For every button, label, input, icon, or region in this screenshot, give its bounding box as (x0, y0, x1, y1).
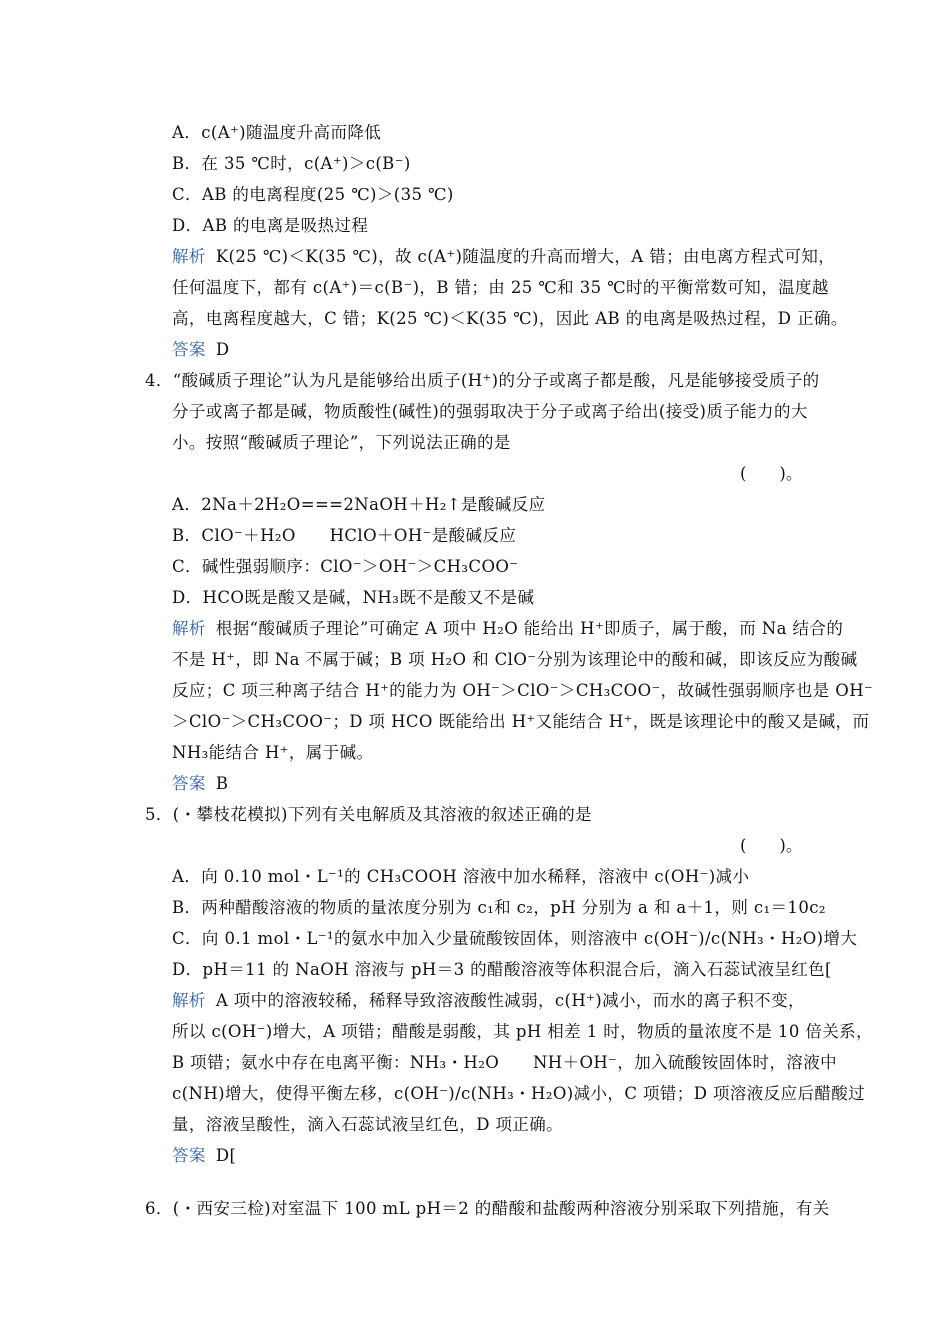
q3-option-d: D．AB 的电离是吸热过程 (172, 216, 369, 235)
q5-stem: 5．(・攀枝花模拟)下列有关电解质及其溶液的叙述正确的是 (145, 805, 593, 824)
q6-stem: 6．(・西安三检)对室温下 100 mL pH＝2 的醋酸和盐酸两种溶液分别采取下列措施，有关 (145, 1199, 830, 1218)
q4-answer: 答案 B (172, 774, 229, 793)
q4-analysis-line-3: 反应；C 项三种离子结合 H⁺的能力为 OH⁻＞ClO⁻＞CH₃COO⁻，故碱性强弱顺序也是 OH⁻ (172, 681, 874, 700)
q3-answer-label: 答案 (172, 340, 206, 359)
q5-analysis-line-4: c(NH)增大，使得平衡左移，c(OH⁻)/c(NH₃・H₂O)减小，C 项错；D 项溶液反应后醋酸过 (172, 1084, 866, 1103)
q4-stem-line-3: 小。按照“酸碱质子理论”，下列说法正确的是 (172, 433, 511, 452)
q5-option-c: C．向 0.1 mol・L⁻¹的氨水中加入少量硫酸铵固体，则溶液中 c(OH⁻)/c(NH₃・H₂O)增大 (172, 929, 858, 948)
q4-option-d: D．HCO既是酸又是碱，NH₃既不是酸又不是碱 (172, 588, 535, 607)
q5-answer-bracket: ( )。 (740, 836, 803, 855)
q4-answer-bracket: ( )。 (740, 464, 803, 483)
q4-stem-line-1: 4．“酸碱质子理论”认为凡是能够给出质子(H⁺)的分子或离子都是酸，凡是能够接受质子的 (145, 371, 820, 390)
q5-analysis-label: 解析 (172, 991, 206, 1010)
q5-analysis-line-1: 解析 A 项中的溶液较稀，稀释导致溶液酸性减弱，c(H⁺)减小，而水的离子积不变， (172, 991, 805, 1010)
q5-option-b: B．两种醋酸溶液的物质的量浓度分别为 c₁和 c₂，pH 分别为 a 和 a＋1，则 c₁＝10c₂ (172, 898, 826, 917)
q3-option-c: C．AB 的电离程度(25 ℃)＞(35 ℃) (172, 185, 454, 204)
q4-option-b: B．ClO⁻＋H₂O HClO＋OH⁻是酸碱反应 (172, 526, 517, 545)
q4-answer-label: 答案 (172, 774, 206, 793)
q5-option-d: D．pH＝11 的 NaOH 溶液与 pH＝3 的醋酸溶液等体积混合后，滴入石蕊试液呈红色[ (172, 960, 832, 979)
q3-analysis-label: 解析 (172, 247, 206, 266)
q4-analysis-label: 解析 (172, 619, 206, 638)
q3-analysis-line-1: 解析 K(25 ℃)＜K(35 ℃)，故 c(A⁺)随温度的升高而增大，A 错；由电离方程式可知， (172, 247, 836, 266)
q3-analysis-line-3: 高，电离程度越大，C 错；K(25 ℃)＜K(35 ℃)，因此 AB 的电离是吸热过程，D 正确。 (172, 309, 848, 328)
q3-option-a: A．c(A⁺)随温度升高而降低 (172, 123, 382, 142)
q4-analysis-line-2: 不是 H⁺，即 Na 不属于碱；B 项 H₂O 和 ClO⁻分别为该理论中的酸和碱，即该反应为酸碱 (172, 650, 858, 669)
q4-stem-line-2: 分子或离子都是碱，物质酸性(碱性)的强弱取决于分子或离子给出(接受)质子能力的大 (172, 402, 808, 421)
q4-analysis-line-5: NH₃能结合 H⁺，属于碱。 (172, 743, 374, 762)
q5-option-a: A．向 0.10 mol・L⁻¹的 CH₃COOH 溶液中加水稀释，溶液中 c(OH⁻)减小 (172, 867, 750, 886)
q4-analysis-line-4: ＞ClO⁻＞CH₃COO⁻；D 项 HCO 既能给出 H⁺又能结合 H⁺，既是该理论中的酸又是碱，而 (172, 712, 870, 731)
q3-analysis-line-2: 任何温度下，都有 c(A⁺)＝c(B⁻)，B 错；由 25 ℃和 35 ℃时的平衡常数可知，温度越 (172, 278, 829, 297)
q3-option-b: B．在 35 ℃时，c(A⁺)＞c(B⁻) (172, 154, 411, 173)
q5-answer-label: 答案 (172, 1146, 206, 1165)
q4-analysis-line-1: 解析 根据“酸碱质子理论”可确定 A 项中 H₂O 能给出 H⁺即质子，属于酸，而 Na 结合的 (172, 619, 844, 638)
q5-analysis-line-2: 所以 c(OH⁻)增大，A 项错；醋酸是弱酸，其 pH 相差 1 时，物质的量浓度不是 10 倍关系， (172, 1022, 873, 1041)
q4-option-a: A．2Na＋2H₂O===2NaOH＋H₂↑是酸碱反应 (172, 495, 546, 514)
q5-analysis-line-3: B 项错；氨水中存在电离平衡：NH₃・H₂O NH＋OH⁻，加入硫酸铵固体时，溶液中 (172, 1053, 837, 1072)
q3-answer: 答案 D (172, 340, 230, 359)
q5-answer: 答案 D[ (172, 1146, 237, 1165)
q5-analysis-line-5: 量，溶液呈酸性，滴入石蕊试液呈红色，D 项正确。 (172, 1115, 564, 1134)
q4-option-c: C．碱性强弱顺序：ClO⁻＞OH⁻＞CH₃COO⁻ (172, 557, 519, 576)
